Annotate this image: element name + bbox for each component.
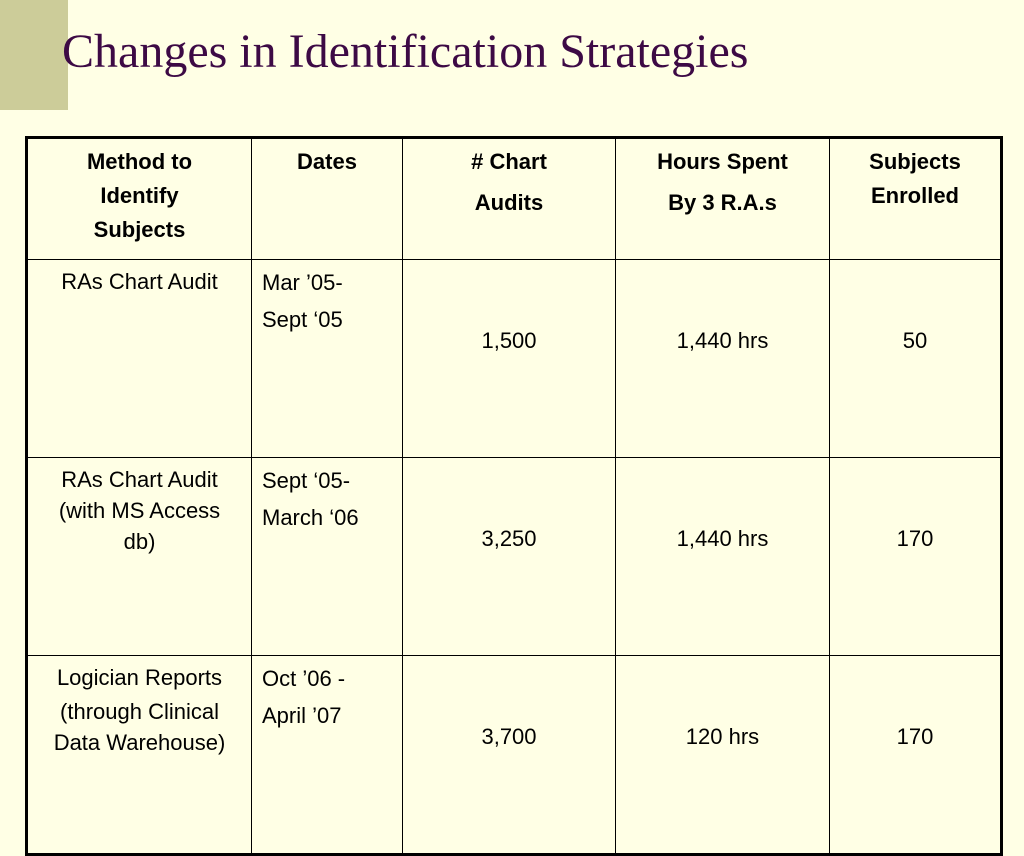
strategies-table	[25, 136, 1003, 856]
dates-line-1: Oct ’06 -	[262, 666, 346, 691]
header-chart-audits-line-2: Audits	[474, 190, 544, 215]
dates-line-1: Sept ‘05-	[262, 468, 351, 493]
table-row	[27, 260, 1002, 458]
method-line-2: (with MS Access	[58, 498, 221, 523]
cell-enrolled: 50	[830, 260, 1002, 458]
cell-dates	[252, 656, 403, 855]
header-hours-line-1: Hours Spent	[657, 149, 788, 174]
cell-dates	[252, 260, 403, 458]
cell-method	[27, 656, 252, 855]
method-line-3: db)	[123, 529, 156, 554]
accent-block	[0, 0, 68, 110]
method-line-1: Logician Reports	[56, 665, 223, 690]
cell-method	[27, 260, 252, 458]
header-method-line-3: Subjects	[93, 217, 186, 242]
method-line-2: (through Clinical	[60, 699, 219, 724]
header-enrolled-line-1: Subjects	[869, 149, 961, 174]
header-method	[27, 138, 252, 260]
table-row	[27, 656, 1002, 855]
cell-enrolled: 170	[830, 656, 1002, 855]
method-line-3: Data Warehouse)	[53, 730, 226, 755]
header-method-line-1: Method to	[86, 149, 193, 174]
table-header-row	[27, 138, 1002, 260]
cell-chart-audits: 1,500	[403, 260, 616, 458]
cell-enrolled: 170	[830, 458, 1002, 656]
cell-dates	[252, 458, 403, 656]
dates-line-2: Sept ‘05	[262, 307, 343, 332]
cell-chart-audits: 3,250	[403, 458, 616, 656]
header-chart-audits-line-1: # Chart	[471, 149, 547, 174]
cell-hours: 1,440 hrs	[616, 458, 830, 656]
header-enrolled-line-2: Enrolled	[870, 183, 959, 208]
header-hours-spent	[616, 138, 830, 260]
table-row	[27, 458, 1002, 656]
method-line-1: RAs Chart Audit	[61, 467, 218, 492]
header-method-line-2: Identify	[100, 183, 179, 208]
cell-hours: 1,440 hrs	[616, 260, 830, 458]
header-dates-line-1: Dates	[297, 149, 357, 174]
dates-line-1: Mar ’05-	[262, 270, 343, 295]
cell-method	[27, 458, 252, 656]
header-chart-audits	[403, 138, 616, 260]
dates-line-2: April ’07	[262, 703, 342, 728]
slide-title: Changes in Identification Strategies	[62, 25, 749, 78]
header-hours-line-2: By 3 R.A.s	[668, 190, 777, 215]
cell-chart-audits: 3,700	[403, 656, 616, 855]
dates-line-2: March ‘06	[262, 505, 359, 530]
header-dates	[252, 138, 403, 260]
cell-hours: 120 hrs	[616, 656, 830, 855]
method-line-1: RAs Chart Audit	[61, 269, 218, 294]
header-subjects-enrolled	[830, 138, 1002, 260]
